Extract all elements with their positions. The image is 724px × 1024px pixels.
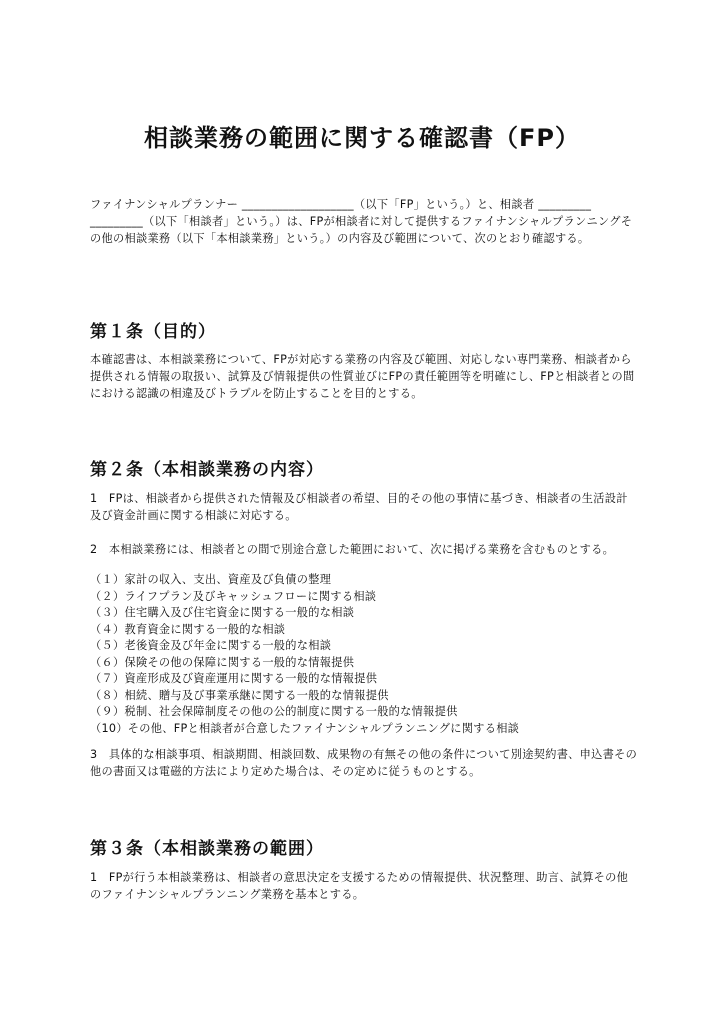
- article-2-paragraph-3: 3 具体的な相談事項、相談期間、相談回数、成果物の有無その他の条件について別途契約書、申込書その他の書面又は電磁的方法により定めた場合は、その定めに従うものとする。: [90, 748, 638, 778]
- article-1-heading: 第１条（目的）: [90, 322, 216, 342]
- article-2-paragraph-2: 2 本相談業務には、相談者との間で別途合意した範囲において、次に掲げる業務を含むものとする。: [90, 543, 615, 556]
- list-item: （８）相続、贈与及び事業承継に関する一般的な情報提供: [90, 688, 389, 702]
- article-2-paragraph-1: 1 FPは、相談者から提供された情報及び相談者の希望、目的その他の事情に基づき、相談者の生活設計及び資金計画に関する相談に対応する。: [90, 492, 628, 522]
- list-item: （４）教育資金に関する一般的な相談: [90, 622, 286, 636]
- list-item: （５）老後資金及び年金に関する一般的な相談: [90, 639, 332, 652]
- list-item: （10）その他、FPと相談者が合意したファイナンシャルプランニングに関する相談: [90, 721, 520, 735]
- list-item: （３）住宅購入及び住宅資金に関する一般的な相談: [90, 606, 355, 619]
- list-item: （７）資産形成及び資産運用に関する一般的な情報提供: [90, 672, 378, 685]
- list-item: （６）保険その他の保障に関する一般的な情報提供: [90, 655, 355, 669]
- list-item: （１）家計の収入、支出、資産及び負債の整理: [90, 573, 332, 586]
- preamble-paragraph: ファイナンシャルプランナー ___________________（以下「FP」という。）と、相談者 _________ _________（以下「相談者」という。）は、FPが相談者に対して提供するファイナンシャルプランニングその他の相談業務（以下「本相談業務」という。）の内容及び範囲について、次のとおり確認する。: [90, 198, 633, 245]
- document-title: 相談業務の範囲に関する確認書（FP）: [144, 124, 580, 152]
- article-3-paragraph-1: 1 FPが行う本相談業務は、相談者の意思決定を支援するための情報提供、状況整理、助言、試算その他のファイナンシャルプランニング業務を基本とする。: [90, 871, 629, 901]
- list-item: （９）税制、社会保障制度その他の公的制度に関する一般的な情報提供: [90, 705, 458, 718]
- list-item: （２）ライフプラン及びキャッシュフローに関する相談: [90, 589, 377, 603]
- article-1-text: 本確認書は、本相談業務について、FPが対応する業務の内容及び範囲、対応しない専門業務、相談者から提供される情報の取扱い、試算及び情報提供の性質並びにFPの責任範囲等を明確にし、FPと相談者との間における認識の相違及びトラブルを防止することを目的とする。: [90, 353, 635, 400]
- article-2-heading: 第２条（本相談業務の内容）: [90, 460, 324, 480]
- article-3-heading: 第３条（本相談業務の範囲）: [90, 839, 324, 859]
- article-2-item-list: [90, 572, 638, 737]
